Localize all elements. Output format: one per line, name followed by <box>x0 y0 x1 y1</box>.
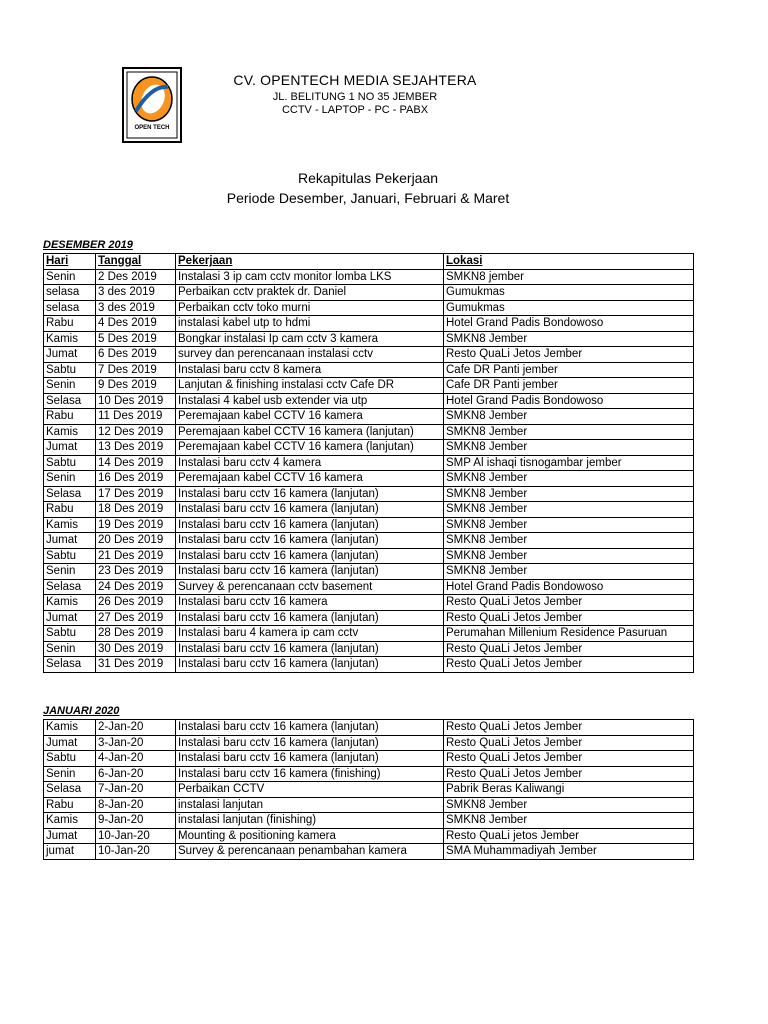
december-table <box>43 253 694 673</box>
cell-pekerjaan: Instalasi baru cctv 16 kamera (lanjutan) <box>176 486 444 502</box>
cell-tanggal: 8-Jan-20 <box>96 797 176 813</box>
table-row <box>44 548 694 564</box>
table-row <box>44 331 694 347</box>
cell-hari: Jumat <box>44 610 96 626</box>
table-row <box>44 393 694 409</box>
cell-lokasi: Resto QuaLi Jetos Jember <box>444 657 694 673</box>
cell-pekerjaan: Perbaikan cctv praktek dr. Daniel <box>176 285 444 301</box>
company-address: JL. BELITUNG 1 NO 35 JEMBER <box>272 91 438 103</box>
cell-hari: jumat <box>44 844 96 860</box>
cell-hari: selasa <box>44 300 96 316</box>
table-row <box>44 657 694 673</box>
cell-hari: Senin <box>44 641 96 657</box>
cell-pekerjaan: Peremajaan kabel CCTV 16 kamera <box>176 409 444 425</box>
table-row <box>44 455 694 471</box>
cell-pekerjaan: instalasi lanjutan <box>176 797 444 813</box>
cell-hari: Sabtu <box>44 362 96 378</box>
table-row <box>44 782 694 798</box>
cell-tanggal: 21 Des 2019 <box>96 548 176 564</box>
cell-pekerjaan: Instalasi baru cctv 16 kamera (lanjutan) <box>176 610 444 626</box>
cell-hari: Jumat <box>44 735 96 751</box>
cell-tanggal: 28 Des 2019 <box>96 626 176 642</box>
cell-hari: Selasa <box>44 782 96 798</box>
logo-text: OPEN TECH <box>134 125 170 131</box>
cell-pekerjaan: Instalasi 3 ip cam cctv monitor lomba LKS <box>176 269 444 285</box>
cell-hari: Sabtu <box>44 626 96 642</box>
table-row <box>44 471 694 487</box>
cell-tanggal: 2-Jan-20 <box>96 720 176 736</box>
cell-tanggal: 27 Des 2019 <box>96 610 176 626</box>
company-logo <box>122 67 182 143</box>
cell-tanggal: 14 Des 2019 <box>96 455 176 471</box>
cell-lokasi: SMA Muhammadiyah Jember <box>444 844 694 860</box>
header-tanggal: Tanggal <box>96 254 176 270</box>
cell-pekerjaan: Peremajaan kabel CCTV 16 kamera (lanjutan) <box>176 424 444 440</box>
cell-lokasi: Resto QuaLi Jetos Jember <box>444 347 694 363</box>
table-row <box>44 751 694 767</box>
table-row <box>44 844 694 860</box>
cell-pekerjaan: Instalasi baru 4 kamera ip cam cctv <box>176 626 444 642</box>
cell-tanggal: 9 Des 2019 <box>96 378 176 394</box>
table-row <box>44 564 694 580</box>
cell-pekerjaan: Instalasi baru cctv 4 kamera <box>176 455 444 471</box>
cell-hari: Rabu <box>44 409 96 425</box>
cell-tanggal: 4 Des 2019 <box>96 316 176 332</box>
cell-hari: Rabu <box>44 502 96 518</box>
cell-hari: Kamis <box>44 424 96 440</box>
cell-hari: Sabtu <box>44 548 96 564</box>
cell-tanggal: 10-Jan-20 <box>96 844 176 860</box>
cell-pekerjaan: Instalasi baru cctv 16 kamera (lanjutan) <box>176 751 444 767</box>
table-row <box>44 316 694 332</box>
table-row <box>44 285 694 301</box>
cell-hari: Selasa <box>44 657 96 673</box>
cell-hari: Kamis <box>44 813 96 829</box>
cell-hari: Senin <box>44 378 96 394</box>
cell-hari: Sabtu <box>44 751 96 767</box>
cell-pekerjaan: Peremajaan kabel CCTV 16 kamera <box>176 471 444 487</box>
cell-lokasi: Resto QuaLi jetos Jember <box>444 828 694 844</box>
january-rows <box>44 720 694 860</box>
cell-tanggal: 18 Des 2019 <box>96 502 176 518</box>
cell-hari: selasa <box>44 285 96 301</box>
cell-pekerjaan: Perbaikan cctv toko murni <box>176 300 444 316</box>
table-row <box>44 269 694 285</box>
table-row <box>44 300 694 316</box>
cell-lokasi: Cafe DR Panti jember <box>444 378 694 394</box>
cell-lokasi: SMKN8 jember <box>444 269 694 285</box>
cell-lokasi: Resto QuaLi Jetos Jember <box>444 751 694 767</box>
table-row <box>44 502 694 518</box>
table-row <box>44 641 694 657</box>
cell-hari: Senin <box>44 269 96 285</box>
cell-tanggal: 10 Des 2019 <box>96 393 176 409</box>
section-label-december: DESEMBER 2019 <box>43 239 133 251</box>
cell-lokasi: SMKN8 Jember <box>444 797 694 813</box>
table-row <box>44 735 694 751</box>
cell-tanggal: 3-Jan-20 <box>96 735 176 751</box>
cell-hari: Senin <box>44 471 96 487</box>
cell-pekerjaan: Instalasi baru cctv 16 kamera (finishing) <box>176 766 444 782</box>
cell-lokasi: SMKN8 Jember <box>444 502 694 518</box>
cell-pekerjaan: Instalasi baru cctv 16 kamera (lanjutan) <box>176 641 444 657</box>
table-row <box>44 409 694 425</box>
cell-lokasi: SMKN8 Jember <box>444 486 694 502</box>
cell-pekerjaan: survey dan perencanaan instalasi cctv <box>176 347 444 363</box>
cell-tanggal: 7 Des 2019 <box>96 362 176 378</box>
table-row <box>44 610 694 626</box>
cell-pekerjaan: Instalasi baru cctv 16 kamera (lanjutan) <box>176 533 444 549</box>
cell-tanggal: 30 Des 2019 <box>96 641 176 657</box>
cell-tanggal: 13 Des 2019 <box>96 440 176 456</box>
cell-pekerjaan: Instalasi baru cctv 16 kamera (lanjutan) <box>176 735 444 751</box>
header-lokasi: Lokasi <box>444 254 694 270</box>
cell-lokasi: Resto QuaLi Jetos Jember <box>444 735 694 751</box>
table-row <box>44 440 694 456</box>
cell-hari: Senin <box>44 766 96 782</box>
cell-hari: Jumat <box>44 440 96 456</box>
cell-lokasi: Resto QuaLi Jetos Jember <box>444 720 694 736</box>
cell-tanggal: 7-Jan-20 <box>96 782 176 798</box>
cell-pekerjaan: Instalasi baru cctv 16 kamera (lanjutan) <box>176 502 444 518</box>
cell-lokasi: Perumahan Millenium Residence Pasuruan <box>444 626 694 642</box>
cell-lokasi: SMKN8 Jember <box>444 424 694 440</box>
cell-hari: Kamis <box>44 517 96 533</box>
cell-pekerjaan: Instalasi 4 kabel usb extender via utp <box>176 393 444 409</box>
cell-lokasi: Hotel Grand Padis Bondowoso <box>444 579 694 595</box>
cell-pekerjaan: Mounting & positioning kamera <box>176 828 444 844</box>
cell-pekerjaan: Instalasi baru cctv 16 kamera (lanjutan) <box>176 720 444 736</box>
cell-lokasi: Gumukmas <box>444 300 694 316</box>
table-row <box>44 828 694 844</box>
cell-lokasi: SMKN8 Jember <box>444 548 694 564</box>
cell-lokasi: Resto QuaLi Jetos Jember <box>444 766 694 782</box>
table-row <box>44 486 694 502</box>
cell-hari: Kamis <box>44 720 96 736</box>
table-row <box>44 347 694 363</box>
cell-lokasi: SMKN8 Jember <box>444 517 694 533</box>
cell-pekerjaan: Bongkar instalasi Ip cam cctv 3 kamera <box>176 331 444 347</box>
report-period: Periode Desember, Januari, Februari & Maret <box>226 190 510 206</box>
cell-tanggal: 17 Des 2019 <box>96 486 176 502</box>
cell-pekerjaan: Instalasi baru cctv 16 kamera <box>176 595 444 611</box>
table-row <box>44 797 694 813</box>
cell-hari: Selasa <box>44 486 96 502</box>
cell-tanggal: 2 Des 2019 <box>96 269 176 285</box>
cell-tanggal: 6-Jan-20 <box>96 766 176 782</box>
cell-pekerjaan: Lanjutan & finishing instalasi cctv Cafe DR <box>176 378 444 394</box>
table-row <box>44 813 694 829</box>
cell-tanggal: 31 Des 2019 <box>96 657 176 673</box>
cell-hari: Sabtu <box>44 455 96 471</box>
cell-pekerjaan: Perbaikan CCTV <box>176 782 444 798</box>
cell-pekerjaan: instalasi kabel utp to hdmi <box>176 316 444 332</box>
cell-lokasi: Resto QuaLi Jetos Jember <box>444 641 694 657</box>
cell-lokasi: Resto QuaLi Jetos Jember <box>444 610 694 626</box>
cell-lokasi: Hotel Grand Padis Bondowoso <box>444 393 694 409</box>
cell-tanggal: 3 des 2019 <box>96 285 176 301</box>
cell-lokasi: SMKN8 Jember <box>444 471 694 487</box>
cell-lokasi: SMP Al ishaqi tisnogambar jember <box>444 455 694 471</box>
cell-hari: Jumat <box>44 347 96 363</box>
december-rows <box>44 269 694 672</box>
cell-hari: Rabu <box>44 797 96 813</box>
cell-lokasi: Pabrik Beras Kaliwangi <box>444 782 694 798</box>
opentech-logo-icon <box>122 67 182 143</box>
cell-pekerjaan: Instalasi baru cctv 8 kamera <box>176 362 444 378</box>
cell-hari: Selasa <box>44 579 96 595</box>
cell-tanggal: 20 Des 2019 <box>96 533 176 549</box>
cell-pekerjaan: instalasi lanjutan (finishing) <box>176 813 444 829</box>
cell-lokasi: Hotel Grand Padis Bondowoso <box>444 316 694 332</box>
cell-lokasi: Resto QuaLi Jetos Jember <box>444 595 694 611</box>
cell-tanggal: 16 Des 2019 <box>96 471 176 487</box>
cell-lokasi: SMKN8 Jember <box>444 813 694 829</box>
report-title: Rekapitulas Pekerjaan <box>297 170 439 186</box>
cell-hari: Kamis <box>44 331 96 347</box>
company-services: CCTV - LAPTOP - PC - PABX <box>281 104 429 116</box>
header-hari: Hari <box>44 254 96 270</box>
cell-tanggal: 10-Jan-20 <box>96 828 176 844</box>
cell-tanggal: 19 Des 2019 <box>96 517 176 533</box>
cell-pekerjaan: Survey & perencanaan penambahan kamera <box>176 844 444 860</box>
cell-hari: Selasa <box>44 393 96 409</box>
table-row <box>44 362 694 378</box>
cell-tanggal: 26 Des 2019 <box>96 595 176 611</box>
table-row <box>44 533 694 549</box>
header-row <box>44 254 694 270</box>
cell-hari: Jumat <box>44 828 96 844</box>
cell-hari: Senin <box>44 564 96 580</box>
cell-tanggal: 4-Jan-20 <box>96 751 176 767</box>
cell-lokasi: SMKN8 Jember <box>444 564 694 580</box>
cell-hari: Jumat <box>44 533 96 549</box>
table-row <box>44 595 694 611</box>
table-row <box>44 720 694 736</box>
cell-pekerjaan: Instalasi baru cctv 16 kamera (lanjutan) <box>176 657 444 673</box>
cell-tanggal: 23 Des 2019 <box>96 564 176 580</box>
cell-hari: Kamis <box>44 595 96 611</box>
cell-pekerjaan: Instalasi baru cctv 16 kamera (lanjutan) <box>176 517 444 533</box>
cell-lokasi: Gumukmas <box>444 285 694 301</box>
january-table <box>43 719 694 860</box>
cell-tanggal: 9-Jan-20 <box>96 813 176 829</box>
cell-lokasi: Cafe DR Panti jember <box>444 362 694 378</box>
cell-lokasi: SMKN8 Jember <box>444 331 694 347</box>
cell-lokasi: SMKN8 Jember <box>444 533 694 549</box>
table-row <box>44 378 694 394</box>
cell-pekerjaan: Instalasi baru cctv 16 kamera (lanjutan) <box>176 548 444 564</box>
cell-lokasi: SMKN8 Jember <box>444 440 694 456</box>
cell-lokasi: SMKN8 Jember <box>444 409 694 425</box>
table-row <box>44 424 694 440</box>
cell-pekerjaan: Survey & perencanaan cctv basement <box>176 579 444 595</box>
cell-tanggal: 11 Des 2019 <box>96 409 176 425</box>
table-row <box>44 579 694 595</box>
table-row <box>44 766 694 782</box>
cell-hari: Rabu <box>44 316 96 332</box>
cell-tanggal: 24 Des 2019 <box>96 579 176 595</box>
header-pekerjaan: Pekerjaan <box>176 254 444 270</box>
cell-tanggal: 5 Des 2019 <box>96 331 176 347</box>
company-name: CV. OPENTECH MEDIA SEJAHTERA <box>233 72 477 88</box>
table-row <box>44 626 694 642</box>
cell-pekerjaan: Peremajaan kabel CCTV 16 kamera (lanjutan) <box>176 440 444 456</box>
cell-pekerjaan: Instalasi baru cctv 16 kamera (lanjutan) <box>176 564 444 580</box>
cell-tanggal: 12 Des 2019 <box>96 424 176 440</box>
section-label-january: JANUARI 2020 <box>43 705 120 717</box>
cell-tanggal: 6 Des 2019 <box>96 347 176 363</box>
cell-tanggal: 3 des 2019 <box>96 300 176 316</box>
table-row <box>44 517 694 533</box>
